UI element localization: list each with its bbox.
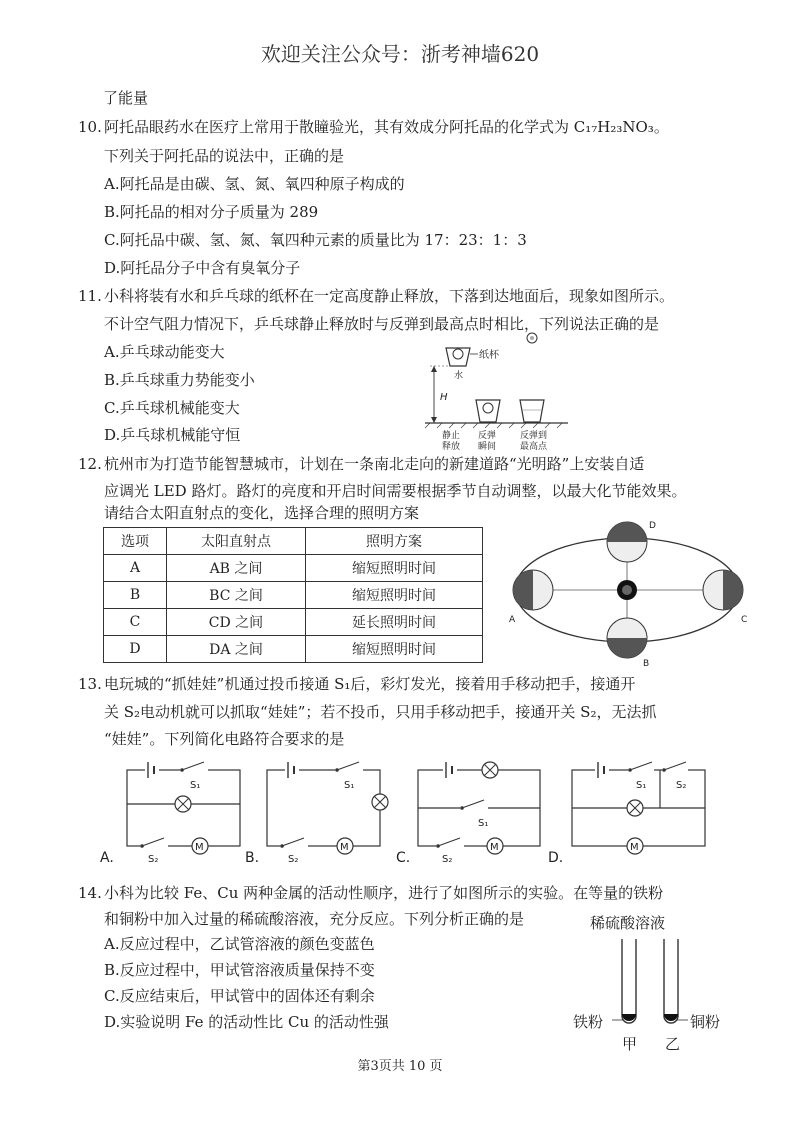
circuit-label-c: C.	[396, 850, 411, 866]
table-header-cell: 选项	[104, 528, 167, 555]
circuit-label-b: B.	[245, 850, 260, 866]
table-row	[104, 609, 483, 636]
a-motor: M	[195, 842, 204, 853]
q14-option-b: B.反应过程中，甲试管溶液质量保持不变	[104, 961, 375, 979]
d-s2: S₂	[676, 780, 687, 791]
d-s1: S₁	[636, 780, 647, 791]
table-cell: 缩短照明时间	[306, 636, 483, 663]
c-s2: S₂	[442, 854, 453, 865]
q14-iron-label: 铁粉	[573, 1013, 604, 1031]
a-s2: S₂	[148, 854, 159, 865]
table-row	[104, 636, 483, 663]
q11-caption-3a: 反弹到	[520, 431, 548, 441]
q10-option-b: B.阿托品的相对分子质量为 289	[104, 203, 319, 221]
q14-option-c: C.反应结束后，甲试管中的固体还有剩余	[104, 987, 375, 1005]
q11-option-b: B.乒乓球重力势能变小	[104, 371, 255, 389]
q14-jia-label: 甲	[622, 1035, 638, 1053]
q10-stem-1: 阿托品眼药水在医疗上常用于散瞳验光，其有效成分阿托品的化学式为 C₁₇H₂₃NO₃。	[104, 118, 669, 136]
table-header-cell: 太阳直射点	[167, 528, 306, 555]
q11-caption-3b: 最高点	[520, 442, 548, 452]
q11-caption-1a: 静止	[442, 431, 461, 441]
table-cell: B	[104, 582, 167, 609]
earth-b	[607, 618, 647, 658]
q11-option-a: A.乒乓球动能变大	[104, 343, 225, 361]
table-cell: 缩短照明时间	[306, 582, 483, 609]
q11-stem-1: 小科将装有水和乒乓球的纸杯在一定高度静止释放，下落到达地面后，现象如图所示。	[104, 287, 675, 305]
circuit-d	[572, 762, 705, 854]
page-footer: 第3页共 10 页	[357, 1059, 443, 1074]
q14-stem-1: 小科为比较 Fe、Cu 两种金属的活动性顺序，进行了如图所示的实验。在等量的铁粉	[104, 884, 664, 902]
b-s1: S₁	[344, 780, 355, 791]
q10-stem-2: 下列关于阿托品的说法中，正确的是	[104, 147, 345, 165]
orbit-label-c: C	[741, 615, 748, 625]
top-fragment: 了能量	[103, 89, 149, 107]
table-row	[104, 582, 483, 609]
table-cell: AB 之间	[167, 555, 306, 582]
orbit-label-b: B	[643, 659, 650, 669]
q10-number: 10.	[78, 118, 102, 136]
q14-yi-label: 乙	[665, 1035, 681, 1053]
circuit-c	[418, 762, 540, 865]
q11-option-c: C.乒乓球机械能变大	[104, 399, 240, 417]
q14-stem-2: 和铜粉中加入过量的稀硫酸溶液，充分反应。下列分析正确的是	[104, 910, 525, 928]
q12-stem-3: 请结合太阳直射点的变化，选择合理的照明方案	[104, 504, 420, 522]
q11-option-d: D.乒乓球机械能守恒	[104, 426, 241, 444]
q11-cup-label: 纸杯	[479, 350, 499, 361]
table-cell: DA 之间	[167, 636, 306, 663]
table-header-row	[104, 528, 483, 555]
q13-stem-1: 电玩城的“抓娃娃”机通过投币接通 S₁后，彩灯发光，接着用手移动把手，接通开	[104, 675, 636, 693]
table-header-cell: 照明方案	[306, 528, 483, 555]
table-cell: 缩短照明时间	[306, 555, 483, 582]
earth-c	[703, 570, 743, 610]
table-cell: 延长照明时间	[306, 609, 483, 636]
q14-number: 14.	[78, 884, 102, 902]
circuit-a	[127, 762, 240, 865]
d-motor: M	[630, 842, 639, 853]
q11-pingpong-figure	[420, 328, 570, 453]
page-header: 欢迎关注公众号：浙考神墙620	[260, 42, 540, 66]
table-cell: A	[104, 555, 167, 582]
orbit-label-d: D	[649, 521, 656, 531]
table-cell: CD 之间	[167, 609, 306, 636]
circuit-label-a: A.	[100, 850, 114, 866]
q14-option-a: A.反应过程中，乙试管溶液的颜色变蓝色	[104, 935, 375, 953]
q14-option-d: D.实验说明 Fe 的活动性比 Cu 的活动性强	[104, 1013, 389, 1031]
earth-d	[607, 522, 647, 562]
table-cell: C	[104, 609, 167, 636]
q13-stem-2: 关 S₂电动机就可以抓取“娃娃”；若不投币，只用手移动把手，接通开关 S₂，无法抓	[104, 703, 657, 721]
q13-number: 13.	[78, 675, 102, 693]
b-motor: M	[340, 842, 349, 853]
circuit-b	[267, 762, 388, 865]
table-cell: D	[104, 636, 167, 663]
q11-caption-1b: 释放	[442, 442, 461, 452]
q11-height-label: H	[440, 392, 448, 403]
q12-earth-orbit-diagram	[505, 510, 750, 670]
q14-acid-label: 稀硫酸溶液	[590, 914, 666, 932]
q11-stem-2: 不计空气阻力情况下，乒乓球静止释放时与反弹到最高点时相比，下列说法正确的是	[104, 315, 660, 333]
q12-stem-2: 应调光 LED 路灯。路灯的亮度和开启时间需要根据季节自动调整，以最大化节能效果。	[104, 482, 687, 500]
c-s1: S₁	[478, 818, 489, 829]
q13-stem-3: “娃娃”。下列简化电路符合要求的是	[104, 730, 345, 748]
q11-water-label: 水	[454, 371, 464, 381]
q10-option-c: C.阿托品中碳、氢、氮、氧四种元素的质量比为 17：23：1：3	[104, 231, 527, 249]
b-s2: S₂	[288, 854, 299, 865]
q11-caption-2a: 反弹	[478, 431, 497, 441]
q13-circuit-diagrams	[100, 758, 740, 868]
test-tube-yi	[664, 939, 678, 1023]
q12-number: 12.	[78, 455, 102, 473]
earth-a	[513, 570, 553, 610]
circuit-label-d: D.	[548, 850, 564, 866]
table-cell: BC 之间	[167, 582, 306, 609]
c-motor: M	[490, 842, 499, 853]
q10-option-a: A.阿托品是由碳、氢、氮、氧四种原子构成的	[104, 175, 405, 193]
a-s1: S₁	[190, 780, 201, 791]
orbit-label-a: A	[509, 615, 516, 625]
q11-number: 11.	[78, 287, 102, 305]
q11-caption-2b: 瞬间	[478, 442, 497, 452]
table-row	[104, 555, 483, 582]
q14-copper-label: 铜粉	[690, 1013, 721, 1031]
q12-stem-1: 杭州市为打造节能智慧城市，计划在一条南北走向的新建道路“光明路”上安装自适	[104, 455, 645, 473]
q12-options-table	[103, 527, 483, 663]
test-tube-jia	[622, 939, 636, 1023]
q10-option-d: D.阿托品分子中含有臭氧分子	[104, 259, 301, 277]
